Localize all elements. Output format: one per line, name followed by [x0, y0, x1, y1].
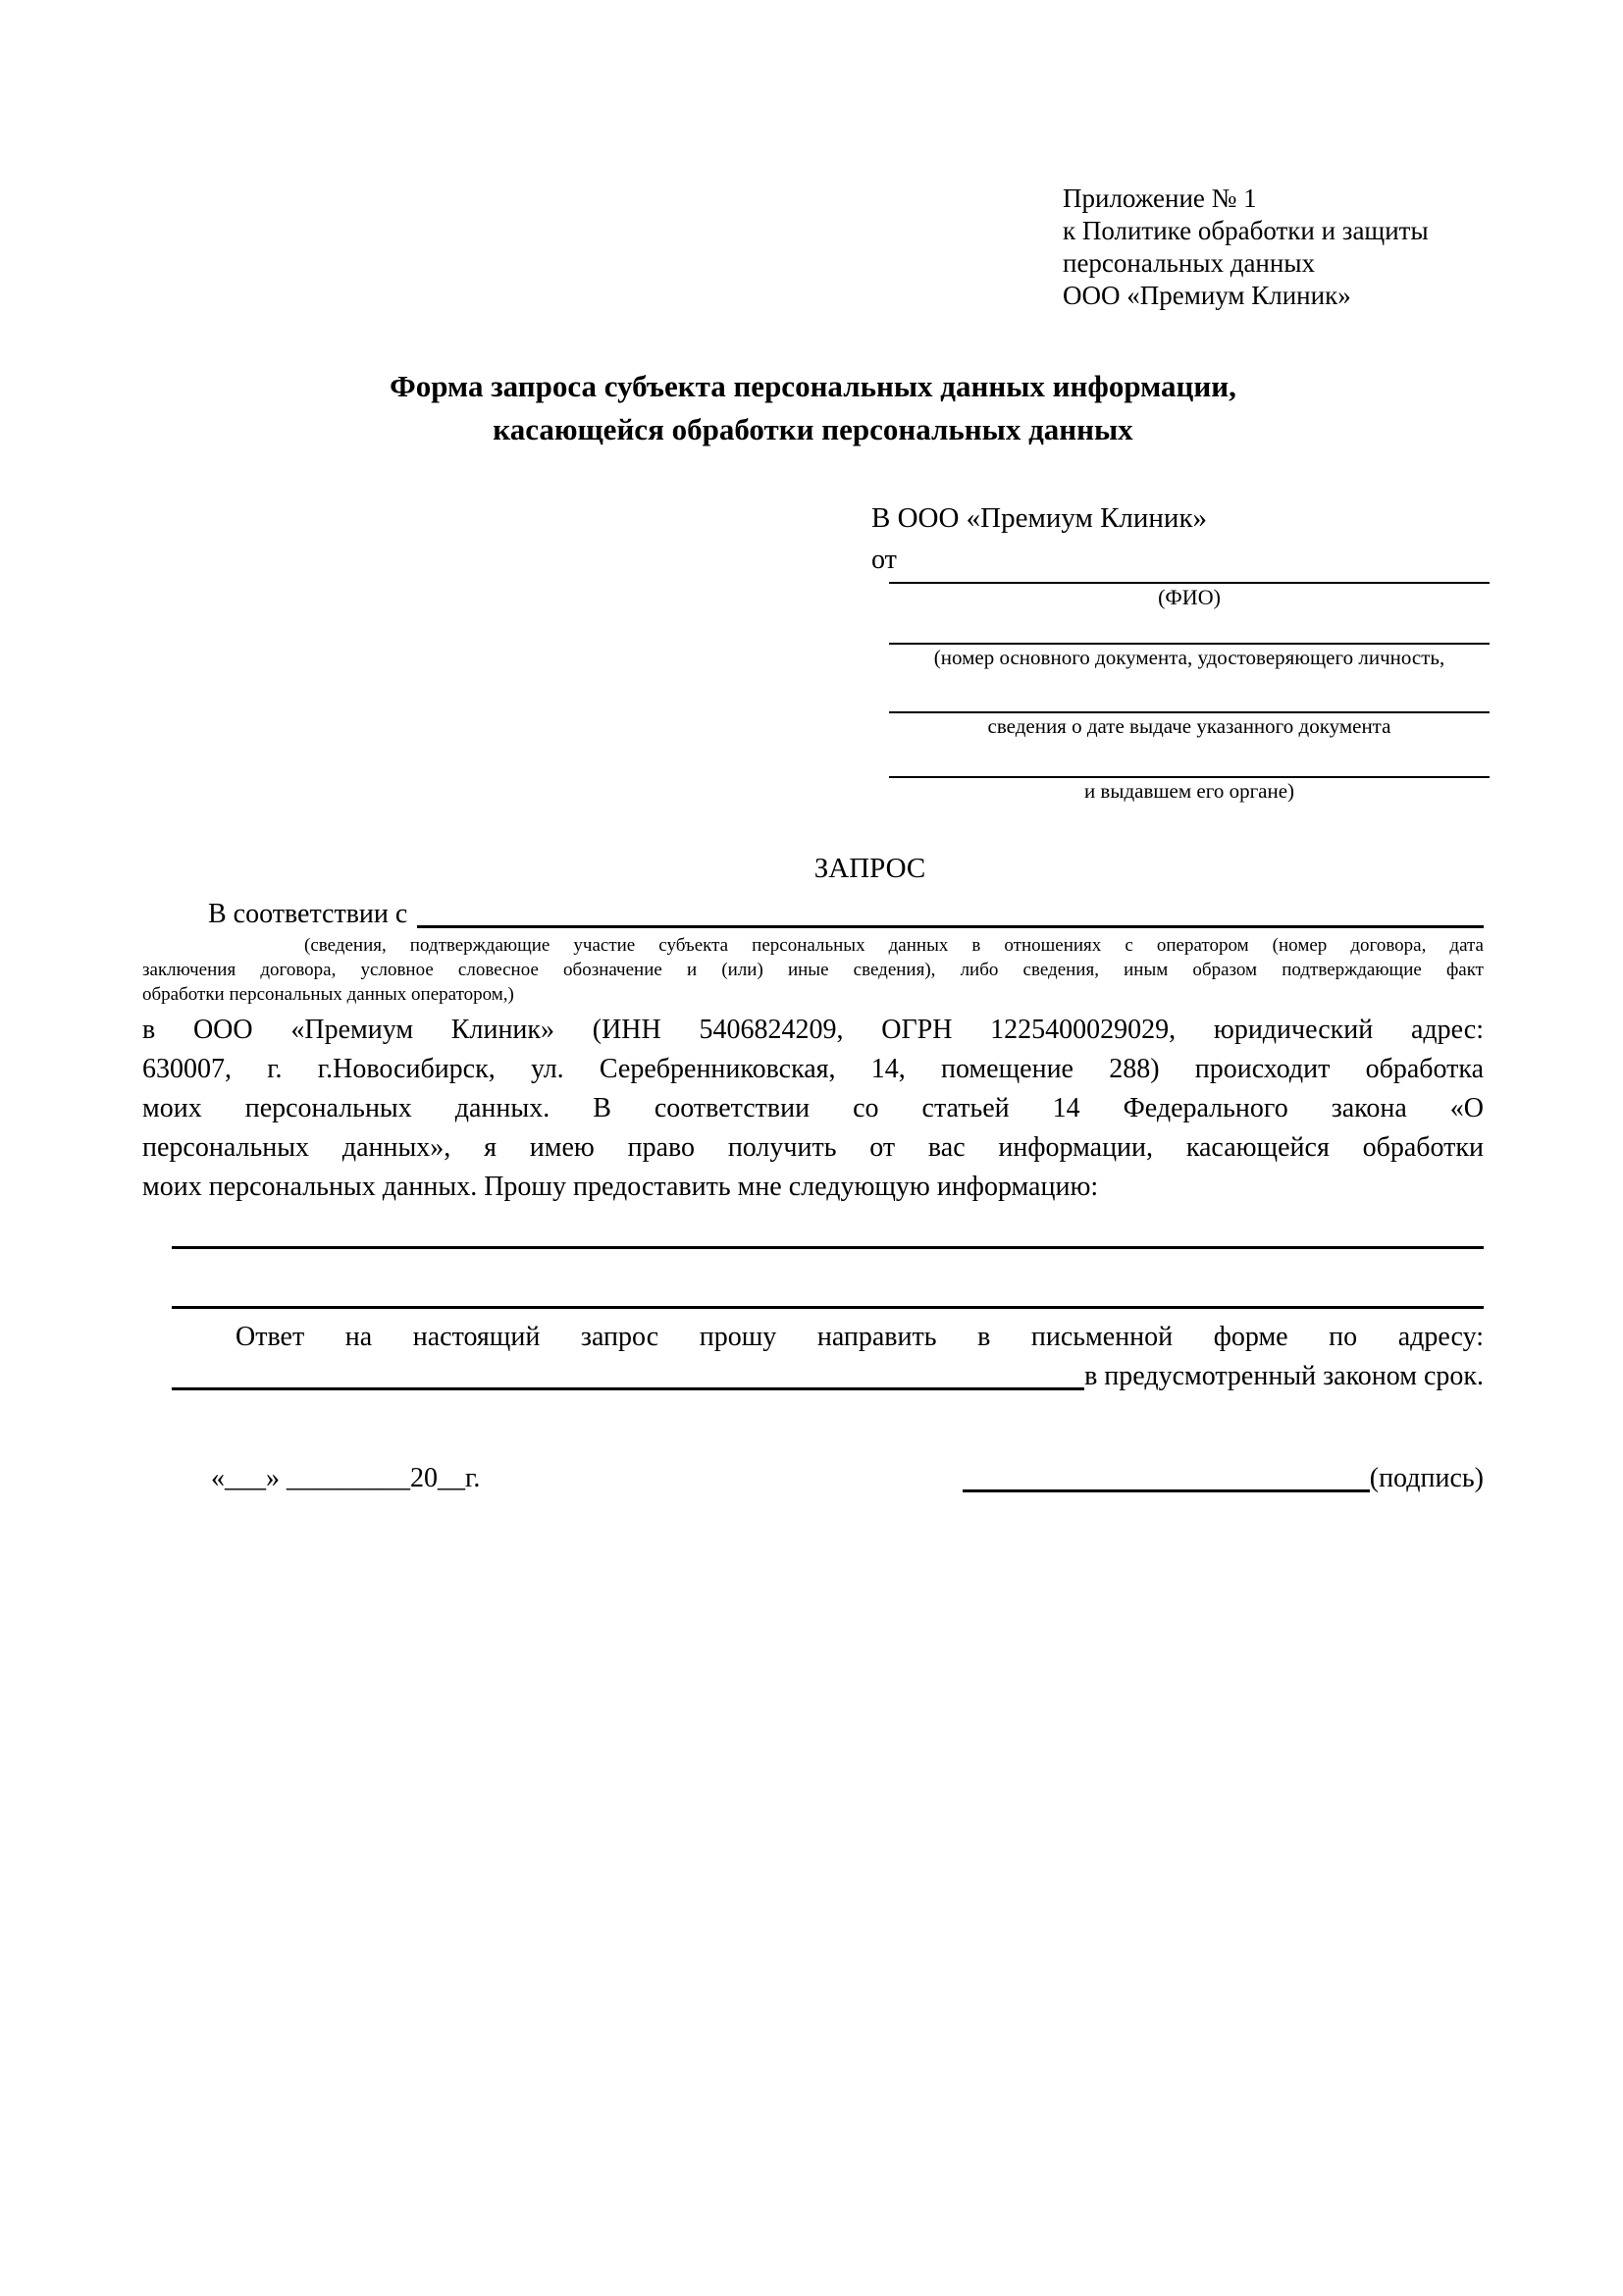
reply-address-row	[142, 1357, 1484, 1396]
issuing-authority-field	[871, 776, 1490, 805]
fine-print-line-1: (сведения, подтверждающие участие субъекта персональных данных в отношениях с оператором (номер договора, дата	[304, 935, 1484, 956]
basis-label: В соответствии с	[208, 899, 408, 929]
reply-instruction: Ответ на настоящий запрос прошу направить в письменной форме по адресу:	[236, 1322, 1484, 1352]
issue-date-field	[871, 711, 1490, 740]
fine-print-line-3: обработки персональных данных оператором,)	[142, 984, 514, 1005]
document-number-caption: (номер основного документа, удостоверяющего личность,	[933, 646, 1445, 669]
fine-print-line-2: заключения договора, условное словесное обозначение и (или) иные сведения), либо сведения, иным образом подтверждающие факт	[142, 960, 1484, 980]
body-line-2: 630007, г. г.Новосибирск, ул. Серебренниковская, 14, помещение 288) происходит обработка	[142, 1054, 1484, 1084]
appendix-block	[1063, 183, 1484, 312]
appendix-line-1: Приложение № 1	[1063, 183, 1257, 213]
document-title	[142, 365, 1484, 451]
body-line-5: моих персональных данных. Прошу предоставить мне следующую информацию:	[142, 1172, 1099, 1202]
fio-caption: (ФИО)	[1158, 585, 1221, 609]
basis-input-line[interactable]	[417, 896, 1484, 928]
signature-caption: (подпись)	[1369, 1463, 1484, 1493]
reply-deadline-text: в предусмотренный законом срок.	[1084, 1361, 1484, 1391]
signature-group	[963, 1459, 1484, 1498]
signature-input-line[interactable]	[963, 1489, 1370, 1492]
issuing-authority-caption: и выдавшем его органе)	[1083, 779, 1295, 803]
signature-row	[142, 1459, 1484, 1498]
body-line-1: в ООО «Премиум Клиник» (ИНН 5406824209, ОГРН 1225400029029, юридический адрес:	[142, 1015, 1484, 1045]
info-input-line-2[interactable]	[172, 1306, 1484, 1309]
appendix-line-2: к Политике обработки и защиты	[1063, 216, 1429, 245]
body-line-4: персональных данных», я имею право получить от вас информации, касающейся обработки	[142, 1132, 1484, 1163]
address-input-line[interactable]	[172, 1357, 1084, 1390]
document-title-line-1: Форма запроса субъекта персональных данных информации,	[390, 369, 1236, 403]
document-number-field	[871, 643, 1490, 671]
date-blank-field[interactable]: «___» _________20__г.	[211, 1463, 481, 1493]
issue-date-caption: сведения о дате выдаче указанного документа	[987, 714, 1391, 738]
addressee-block	[871, 496, 1490, 805]
info-input-line-1[interactable]	[172, 1246, 1484, 1249]
addressee-from-label: от	[871, 545, 897, 575]
request-body	[142, 1011, 1484, 1207]
basis-row	[142, 896, 1484, 933]
request-heading: ЗАПРОС	[813, 853, 926, 884]
appendix-line-3: персональных данных	[1063, 248, 1315, 278]
fio-field	[871, 582, 1490, 611]
basis-fine-print	[142, 933, 1484, 1007]
addressee-organization: В ООО «Премиум Клиник»	[871, 502, 1208, 534]
appendix-line-4: ООО «Премиум Клиник»	[1063, 281, 1351, 310]
document-title-line-2: касающейся обработки персональных данных	[493, 412, 1133, 446]
body-line-3: моих персональных данных. В соответствии со статьей 14 Федерального закона «О	[142, 1093, 1484, 1123]
